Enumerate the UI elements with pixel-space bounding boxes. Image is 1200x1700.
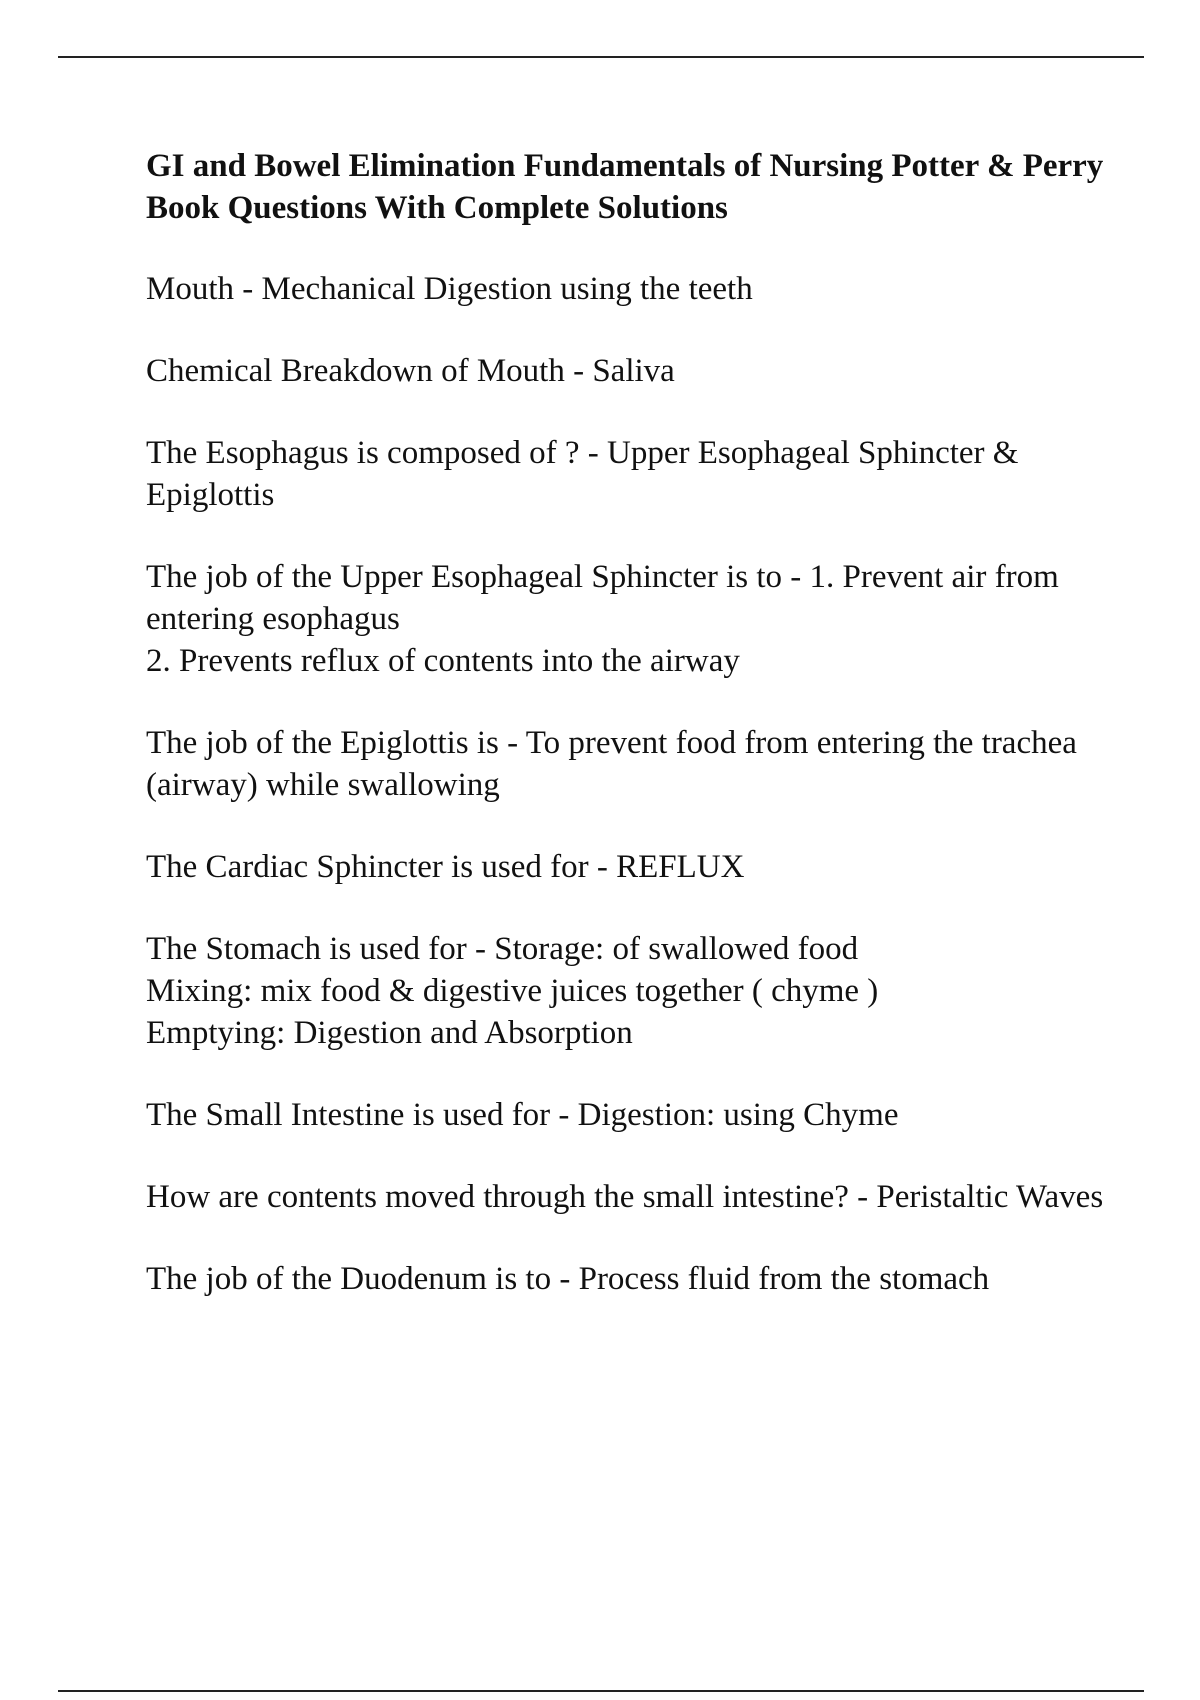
qa-line: How are contents moved through the small intestine? - Peristaltic Waves (146, 1179, 1104, 1215)
qa-item-stomach (146, 928, 1106, 1054)
qa-item-peristalsis (146, 1176, 1106, 1218)
qa-item-epiglottis (146, 722, 1106, 806)
qa-line: The Cardiac Sphincter is used for - REFLUX (146, 849, 745, 885)
qa-line: Emptying: Digestion and Absorption (146, 1015, 633, 1051)
qa-item-chemical-breakdown (146, 350, 1106, 392)
qa-line: Chemical Breakdown of Mouth - Saliva (146, 353, 675, 389)
qa-line: Mouth - Mechanical Digestion using the teeth (146, 271, 753, 307)
qa-item-esophagus (146, 432, 1106, 516)
qa-item-duodenum (146, 1258, 1106, 1300)
qa-line: The Small Intestine is used for - Digestion: using Chyme (146, 1097, 899, 1133)
qa-item-small-intestine (146, 1094, 1106, 1136)
qa-line: The job of the Upper Esophageal Sphincter is to - 1. Prevent air from entering esophagus (146, 559, 1059, 637)
qa-line: 2. Prevents reflux of contents into the airway (146, 643, 740, 679)
document-page (146, 145, 1106, 1340)
qa-item-mouth (146, 268, 1106, 310)
qa-line: The Esophagus is composed of ? - Upper Esophageal Sphincter & Epiglottis (146, 435, 1019, 513)
qa-line: The job of the Duodenum is to - Process fluid from the stomach (146, 1261, 990, 1297)
qa-list (146, 268, 1106, 1300)
qa-item-upper-esophageal-sphincter (146, 556, 1106, 682)
top-divider (58, 56, 1144, 58)
qa-line: The job of the Epiglottis is - To prevent food from entering the trachea (airway) while swallowing (146, 725, 1077, 803)
document-title: GI and Bowel Elimination Fundamentals of Nursing Potter & Perry Book Questions With Complete Solutions (146, 148, 1104, 226)
qa-line: Mixing: mix food & digestive juices together ( chyme ) (146, 973, 879, 1009)
bottom-divider (58, 1690, 1144, 1692)
qa-line: The Stomach is used for - Storage: of swallowed food (146, 931, 859, 967)
qa-item-cardiac-sphincter (146, 846, 1106, 888)
